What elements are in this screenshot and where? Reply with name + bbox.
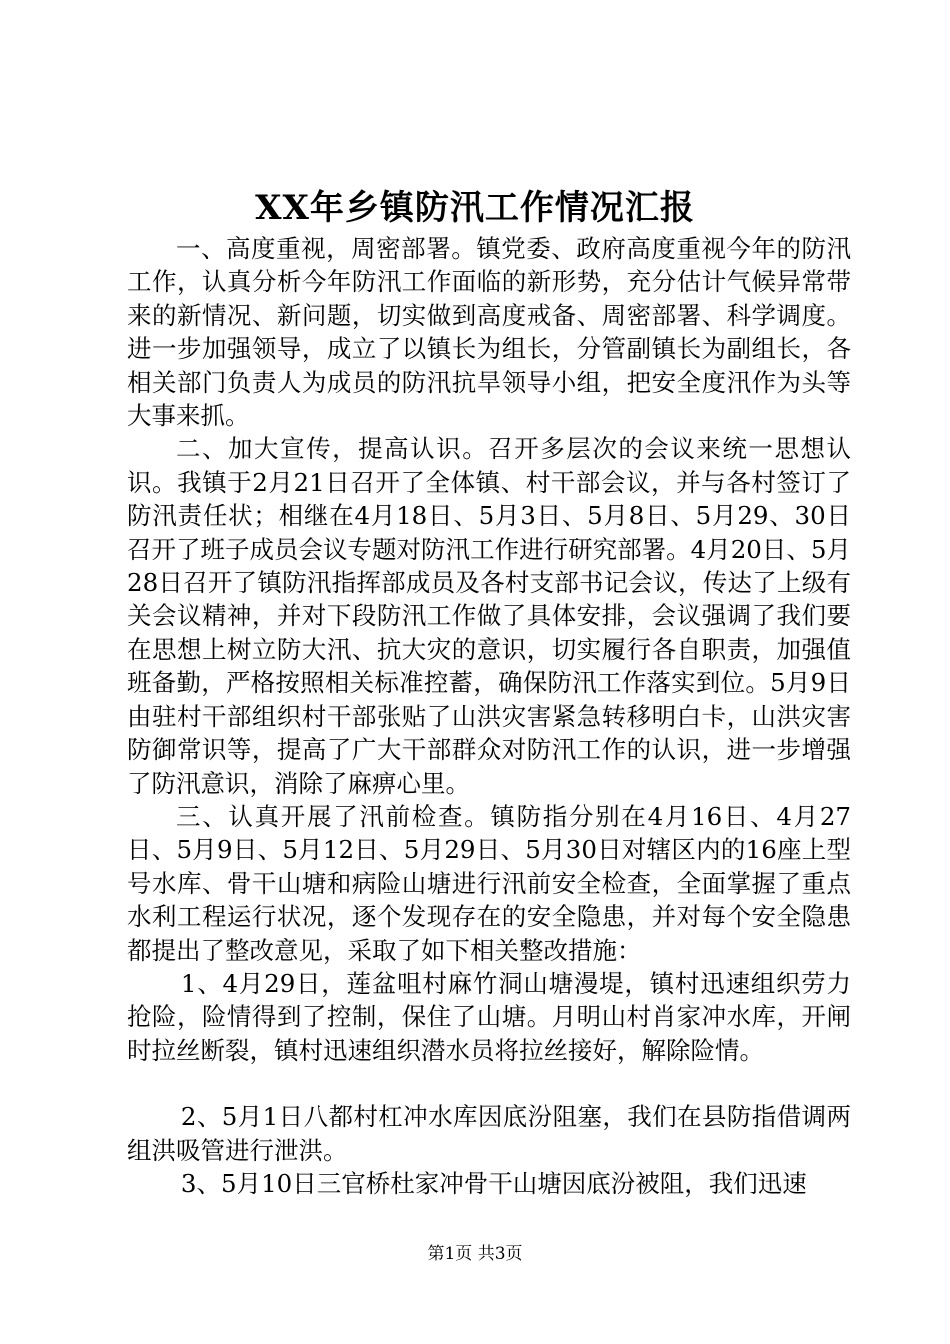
paragraph-3: 三、认真开展了汛前检查。镇防指分别在4月16日、4月27日、5月9日、5月12日、5月29日、5月30日对辖区内的16座上型号水库、骨干山塘和病险山塘进行汛前安全检查，全面掌握了重点水利工程运行状况，逐个发现存在的安全隐患，并对每个安全隐患都提出了整改意见，采取了如下相关整改措施： [127, 801, 851, 965]
measure-item-3: 3、5月10日三官桥杜家冲骨干山塘因底汾被阻，我们迅速 [180, 1168, 807, 1198]
document-title: XX年乡镇防汛工作情况汇报 [255, 188, 695, 228]
document-body [127, 232, 851, 1200]
paragraph-1: 一、高度重视，周密部署。镇党委、政府高度重视今年的防汛工作，认真分析今年防汛工作面临的新形势，充分估计气候异常带来的新情况、新问题，切实做到高度戒备、周密部署、科学调度。进一步加强领导，成立了以镇长为组长，分管副镇长为副组长，各相关部门负责人为成员的防汛抗旱领导小组，把安全度汛作为头等大事来抓。 [127, 234, 851, 431]
measure-item-2: 2、5月1日八都村杠冲水库因底汾阻塞，我们在县防指借调两组洪吸管进行泄洪。 [127, 1102, 851, 1165]
paragraph-2: 二、加大宣传，提高认识。召开多层次的会议来统一思想认识。我镇于2月21日召开了全体镇、村干部会议，并与各村签订了防汛责任状；相继在4月18日、5月3日、5月8日、5月29、30日召开了班子成员会议专题对防汛工作进行研究部署。4月20日、5月28日召开了镇防汛指挥部成员及各村支部书记会议，传达了上级有关会议精神，并对下段防汛工作做了具体安排，会议强调了我们要在思想上树立防大汛、抗大灾的意识，切实履行各自职责，加强值班备勤，严格按照相关标准控蓄，确保防汛工作落实到位。5月9日由驻村干部组织村干部张贴了山洪灾害紧急转移明白卡，山洪灾害防御常识等，提高了广大干部群众对防汛工作的认识，进一步增强了防汛意识，消除了麻痹心里。 [127, 434, 851, 798]
measure-item-1: 1、4月29日，莲盆咀村麻竹洞山塘漫堤，镇村迅速组织劳力抢险，险情得到了控制，保住了山塘。月明山村肖家冲水库，开闸时拉丝断裂，镇村迅速组织潜水员将拉丝接好，解除险情。 [127, 968, 851, 1065]
page-footer: 第1页 共3页 [427, 1244, 523, 1264]
